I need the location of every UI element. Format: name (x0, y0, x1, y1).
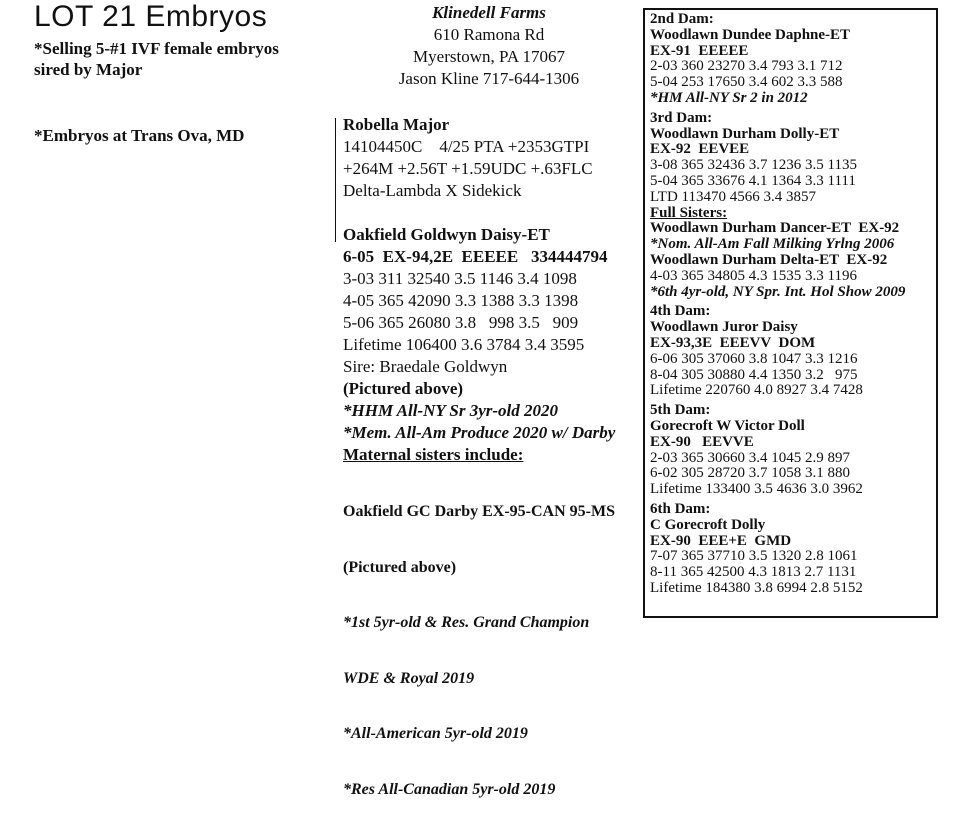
intro-line-1: *Selling 5-#1 IVF female embryos (34, 39, 279, 58)
d3-record: 3-08 365 32436 3.7 1236 3.5 1135 (650, 157, 857, 174)
sire-line-1: 14104450C 4/25 PTA +2353GTPI (343, 137, 590, 156)
sister-honor: *1st 5yr-old & Res. Grand Champion (343, 614, 590, 631)
maternal-sisters-heading: Maternal sisters include: (343, 445, 524, 464)
d4-record: Lifetime 220760 4.0 8927 3.4 7428 (650, 382, 863, 399)
sire-line-2: +264M +2.56T +1.59UDC +.63FLC (343, 159, 593, 178)
d3-heading: 3rd Dam: (650, 109, 713, 126)
lot-title: LOT 21 Embryos (34, 0, 268, 33)
farm-address-2: Myerstown, PA 17067 (413, 47, 565, 66)
d2-record: 5-04 253 17650 3.4 602 3.3 588 (650, 74, 843, 91)
full-sister-1-honor: *Nom. All-Am Fall Milking Yrlng 2006 (650, 236, 895, 253)
d3-record: LTD 113470 4566 3.4 3857 (650, 188, 816, 205)
full-sister-2: Woodlawn Durham Delta-ET EX-92 (650, 251, 888, 268)
d5-heading: 5th Dam: (650, 402, 711, 419)
d4-record: 6-06 305 37060 3.8 1047 3.3 1216 (650, 350, 858, 367)
d6-record: 8-11 365 42500 4.3 1813 2.7 1131 (650, 564, 857, 581)
divider-line (335, 118, 336, 242)
farm-contact: Jason Kline 717-644-1306 (398, 69, 580, 88)
full-sisters-heading: Full Sisters: (650, 204, 728, 221)
farm-address-1: 610 Ramona Rd (433, 25, 545, 44)
dam-honor: *HHM All-NY Sr 3yr-old 2020 (343, 401, 559, 420)
d2-name: Woodlawn Dundee Daphne-ET (650, 26, 851, 43)
d6-record: 7-07 365 37710 3.5 1320 2.8 1061 (650, 548, 858, 565)
sister-honor: WDE & Royal 2019 (343, 669, 475, 687)
dam-honor: *Mem. All-Am Produce 2020 w/ Darby (343, 423, 616, 442)
intro-line-2: sired by Major (34, 60, 143, 79)
sire-line-3: Delta-Lambda X Sidekick (343, 181, 522, 200)
d3-name: Woodlawn Durham Dolly-ET (650, 125, 840, 142)
d2-score: EX-91 EEEEE (650, 42, 749, 59)
full-sister-1: Woodlawn Durham Dancer-ET EX-92 (650, 220, 900, 237)
d3-record: 5-04 365 33676 4.1 1364 3.3 1111 (650, 172, 856, 189)
d4-record: 8-04 305 30880 4.4 1350 3.2 975 (650, 366, 858, 383)
sister-pictured: (Pictured above) (343, 558, 457, 576)
dam-pictured: (Pictured above) (343, 379, 464, 398)
d4-score: EX-93,3E EEEVV DOM (650, 334, 816, 351)
pedigree-list (650, 12, 905, 597)
d6-score: EX-90 EEE+E GMD (650, 532, 792, 549)
dam-record: 5-06 365 26080 3.8 998 3.5 909 (343, 313, 579, 332)
dam-block (343, 224, 615, 836)
d6-name: C Gorecroft Dolly (650, 516, 766, 533)
d6-record: Lifetime 184380 3.8 6994 2.8 5152 (650, 579, 863, 596)
d5-score: EX-90 EEVVE (650, 433, 754, 450)
dam-sire: Sire: Braedale Goldwyn (343, 357, 508, 376)
d5-record: Lifetime 133400 3.5 4636 3.0 3962 (650, 481, 863, 498)
sister-honor: *All-American 5yr-old 2019 (343, 725, 528, 742)
farm-name: Klinedell Farms (432, 3, 546, 22)
d3-score: EX-92 EEVEE (650, 141, 750, 158)
sister-honor: *Res All-Canadian 5yr-old 2019 (343, 780, 556, 798)
d4-heading: 4th Dam: (650, 303, 711, 320)
dam-record: 3-03 311 32540 3.5 1146 3.4 1098 (343, 269, 577, 288)
farm-info (384, 2, 594, 90)
dam-record: 4-05 365 42090 3.3 1388 3.3 1398 (343, 291, 579, 310)
sire-name: Robella Major (343, 115, 450, 134)
full-sister-2-honor: *6th 4yr-old, NY Spr. Int. Hol Show 2009 (650, 283, 906, 300)
d2-honor: *HM All-NY Sr 2 in 2012 (650, 89, 808, 106)
d5-name: Gorecroft W Victor Doll (650, 417, 805, 434)
dam-name: Oakfield Goldwyn Daisy-ET (343, 225, 550, 244)
sister-name: Oakfield GC Darby EX-95-CAN 95-MS (343, 503, 615, 520)
intro (34, 38, 279, 80)
sire-block (343, 114, 593, 202)
maternal-sister (343, 466, 615, 836)
full-sister-2-record: 4-03 365 34805 4.3 1535 3.3 1196 (650, 267, 857, 284)
d5-record: 6-02 305 28720 3.7 1058 3.1 880 (650, 465, 850, 482)
dam-score: 6-05 EX-94,2E EEEEE 334444794 (343, 247, 608, 266)
d5-record: 2-03 365 30660 3.4 1045 2.9 897 (650, 449, 850, 466)
d6-heading: 6th Dam: (650, 500, 711, 517)
d4-name: Woodlawn Juror Daisy (650, 319, 798, 336)
embryo-location: *Embryos at Trans Ova, MD (34, 126, 245, 145)
d2-record: 2-03 360 23270 3.4 793 3.1 712 (650, 58, 843, 75)
dam-lifetime: Lifetime 106400 3.6 3784 3.4 3595 (343, 335, 585, 354)
d2-heading: 2nd Dam: (650, 11, 714, 27)
